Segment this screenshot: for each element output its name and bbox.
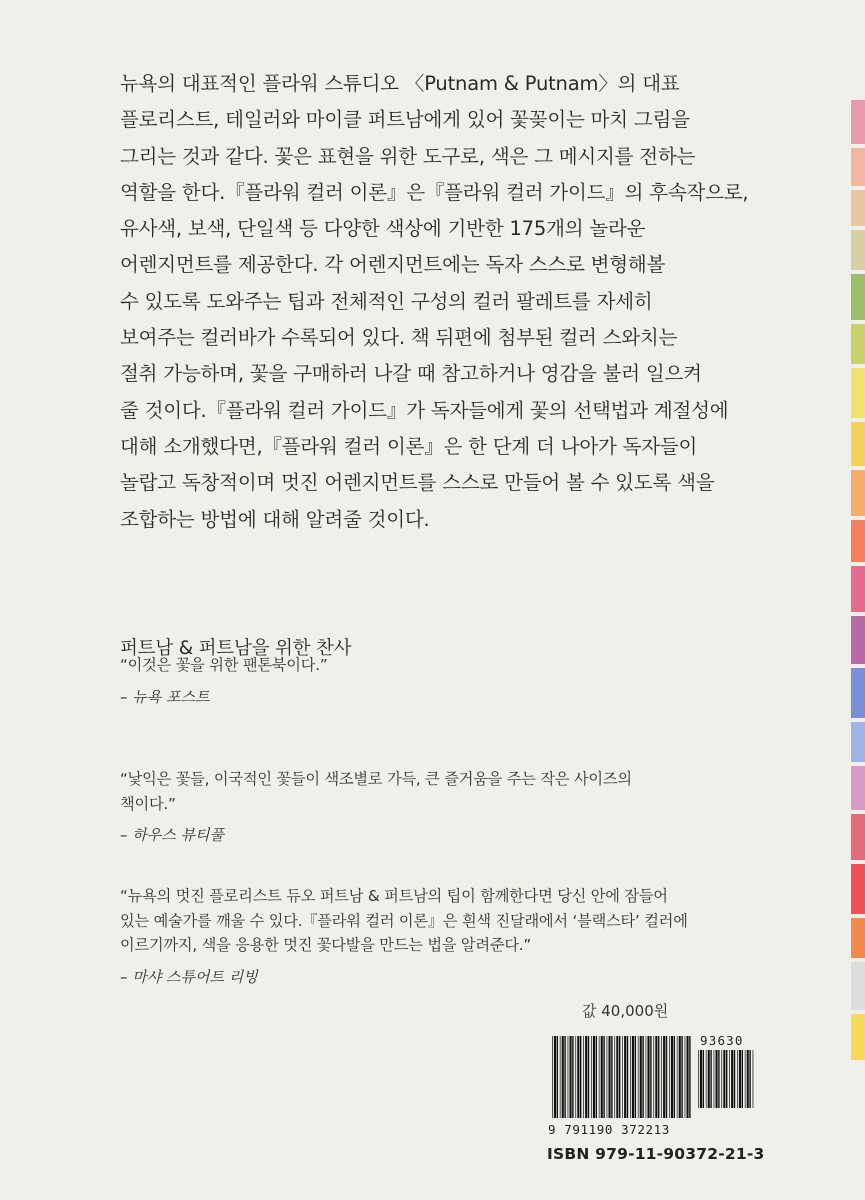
barcode-addon-bars: [698, 1050, 754, 1108]
barcode-bar: [622, 1036, 623, 1118]
description-line: 유사색, 보색, 단일색 등 다양한 색상에 기반한 175개의 놀라운: [120, 217, 646, 241]
color-swatch-tab: [851, 190, 865, 226]
quote-source: – 하우스 뷰티풀: [120, 826, 224, 844]
barcode-bar: [607, 1036, 608, 1118]
barcode-bar: [627, 1036, 628, 1118]
barcode-bar: [632, 1036, 634, 1118]
barcode-bar: [747, 1050, 749, 1108]
color-swatch-tab: [851, 722, 865, 762]
barcode-bar: [642, 1036, 643, 1118]
description-line: 절취 가능하며, 꽃을 구매하러 나갈 때 참고하거나 영감을 불러 일으켜: [120, 362, 702, 386]
barcode-bar: [564, 1036, 565, 1118]
quote-source: – 뉴욕 포스트: [120, 687, 210, 706]
color-swatch-tab: [851, 918, 865, 958]
barcode-bar: [687, 1036, 689, 1118]
barcode-bar: [585, 1036, 587, 1118]
praise-quote: [120, 884, 760, 987]
description-line: 줄 것이다.『플라워 컬러 가이드』가 독자들에게 꽃의 선택법과 계절성에: [120, 398, 729, 422]
barcode-bar: [562, 1036, 564, 1118]
barcode-bar: [745, 1050, 746, 1108]
barcode-bar: [679, 1036, 681, 1118]
barcode-bar: [729, 1050, 730, 1108]
description-line: 플로리스트, 테일러와 마이클 퍼트남에게 있어 꽃꽂이는 마치 그림을: [120, 108, 690, 132]
color-swatch-tab: [851, 962, 865, 1010]
color-swatch-tab: [851, 324, 865, 364]
barcode-bar: [700, 1050, 702, 1108]
barcode-digits: 9 791190 372213: [548, 1122, 670, 1137]
praise-quote: [120, 767, 760, 845]
barcode-bar: [609, 1036, 611, 1118]
barcode-bar: [593, 1036, 595, 1118]
description-line: 보여주는 컬러바가 수록되어 있다. 책 뒤편에 첨부된 컬러 스와치는: [120, 326, 678, 350]
barcode-bar: [666, 1036, 667, 1118]
isbn-number: ISBN 979-11-90372-21-3: [547, 1145, 765, 1163]
barcode-bar: [685, 1036, 686, 1118]
barcode-bar: [557, 1036, 558, 1118]
barcode-bar: [739, 1050, 741, 1108]
barcode-bar: [742, 1050, 743, 1108]
color-swatch-tab: [851, 422, 865, 466]
barcode-bar: [663, 1036, 665, 1118]
quote-line: 책이다.”: [120, 794, 176, 813]
description-line: 대해 소개했다면,『플라워 컬러 이론』은 한 단계 더 나아가 독자들이: [120, 434, 698, 458]
description-line: 조합하는 방법에 대해 알려줄 것이다.: [120, 507, 430, 531]
barcode-bar: [614, 1036, 615, 1118]
color-swatch-tab: [851, 100, 865, 144]
color-swatch-tab: [851, 668, 865, 718]
barcode-bar: [677, 1036, 678, 1118]
barcode-bar: [577, 1036, 579, 1118]
barcode-bar: [714, 1050, 715, 1108]
barcode-bar: [658, 1036, 659, 1118]
color-swatch-tab: [851, 814, 865, 860]
barcode-bar: [703, 1050, 704, 1108]
barcode-bar: [674, 1036, 675, 1118]
description-line: 뉴욕의 대표적인 플라워 스튜디오 〈Putnam & Putnam〉의 대표: [120, 72, 680, 95]
barcode-bar: [568, 1036, 569, 1118]
barcode-bar: [554, 1036, 556, 1118]
color-swatch-tab: [851, 230, 865, 270]
barcode-bar: [708, 1050, 710, 1108]
barcode-bar: [650, 1036, 651, 1118]
barcode-bar: [681, 1036, 682, 1118]
description-line: 수 있도록 도와주는 팁과 전체적인 구성의 컬러 팔레트를 자세히: [120, 289, 653, 313]
barcode-bar: [560, 1036, 561, 1118]
color-swatch-tab: [851, 368, 865, 418]
barcode-bar: [570, 1036, 572, 1118]
barcode-bar: [749, 1050, 750, 1108]
color-swatch-strip: [851, 100, 865, 1100]
book-description: [120, 66, 760, 538]
barcode-bar: [552, 1036, 553, 1118]
barcode-bar: [619, 1036, 620, 1118]
quote-source: – 마샤 스튜어트 리빙: [120, 967, 258, 986]
barcode-bar: [596, 1036, 597, 1118]
description-line: 그리는 것과 같다. 꽃은 표현을 위한 도구로, 색은 그 메시지를 전하는: [120, 144, 696, 168]
barcode-bar: [588, 1036, 589, 1118]
barcode-bar: [616, 1036, 618, 1118]
barcode-bar: [689, 1036, 690, 1118]
barcode-bar: [624, 1036, 626, 1118]
barcode-bar: [737, 1050, 738, 1108]
barcode-bar: [726, 1050, 727, 1108]
barcode-addon-digits: 93630: [700, 1033, 744, 1048]
color-swatch-tab: [851, 1014, 865, 1060]
color-swatch-tab: [851, 148, 865, 186]
quote-line: “이것은 꽃을 위한 팬톤북이다.”: [120, 656, 328, 674]
barcode-bar: [723, 1050, 725, 1108]
barcode-bar: [648, 1036, 650, 1118]
barcode-bar: [718, 1050, 719, 1108]
barcode-bar: [661, 1036, 662, 1118]
barcode-bar: [671, 1036, 673, 1118]
barcode-bar: [635, 1036, 636, 1118]
quote-line: 있는 예술가를 깨울 수 있다.『플라워 컬러 이론』은 흰색 진달래에서 ‘블랙스타’ 컬러에: [120, 911, 688, 930]
barcode-bar: [710, 1050, 711, 1108]
quote-line: “낯익은 꽃들, 이국적인 꽃들이 색조별로 가득, 큰 즐거움을 주는 작은 사이즈의: [120, 770, 632, 788]
barcode-bar: [669, 1036, 670, 1118]
color-swatch-tab: [851, 520, 865, 562]
barcode-bar: [601, 1036, 603, 1118]
barcode-bar: [583, 1036, 584, 1118]
barcode-bar: [572, 1036, 573, 1118]
barcode-bar: [698, 1050, 699, 1108]
barcode-bar: [721, 1050, 722, 1108]
price-label: 값 40,000원: [582, 1002, 669, 1020]
barcode-bar: [640, 1036, 642, 1118]
praise-heading: 퍼트남 & 퍼트남을 위한 찬사: [120, 638, 352, 659]
barcode-bar: [580, 1036, 581, 1118]
barcode-bar: [734, 1050, 735, 1108]
barcode-bar: [591, 1036, 592, 1118]
color-swatch-tab: [851, 566, 865, 612]
barcode-bar: [653, 1036, 654, 1118]
barcode-bar: [575, 1036, 576, 1118]
barcode-bar: [630, 1036, 631, 1118]
barcode-bar: [706, 1050, 707, 1108]
praise-quote: [120, 653, 760, 707]
barcode-bar: [599, 1036, 600, 1118]
barcode-bar: [611, 1036, 612, 1118]
barcode-bar: [753, 1050, 754, 1108]
color-swatch-tab: [851, 274, 865, 320]
barcode-bar: [603, 1036, 604, 1118]
color-swatch-tab: [851, 766, 865, 810]
quote-line: 이르기까지, 색을 응용한 멋진 꽃다발을 만드는 법을 알려준다.”: [120, 936, 532, 954]
barcode-bar: [716, 1050, 718, 1108]
description-line: 놀랍고 독창적이며 멋진 어렌지먼트를 스스로 만들어 볼 수 있도록 색을: [120, 471, 715, 495]
barcode-bar: [731, 1050, 733, 1108]
color-swatch-tab: [851, 864, 865, 914]
barcode-bar: [646, 1036, 647, 1118]
barcode-bars: [552, 1036, 692, 1118]
color-swatch-tab: [851, 616, 865, 664]
barcode-bar: [638, 1036, 639, 1118]
barcode-bar: [655, 1036, 657, 1118]
description-line: 역할을 한다.『플라워 컬러 이론』은『플라워 컬러 가이드』의 후속작으로,: [120, 180, 749, 204]
description-line: 어렌지먼트를 제공한다. 각 어렌지먼트에는 독자 스스로 변형해볼: [120, 253, 666, 277]
color-swatch-tab: [851, 470, 865, 516]
quote-line: “뉴욕의 멋진 플로리스트 듀오 퍼트남 & 퍼트남의 팁이 함께한다면 당신 안에 잠들어: [120, 887, 668, 905]
isbn-barcode: [538, 1028, 770, 1137]
